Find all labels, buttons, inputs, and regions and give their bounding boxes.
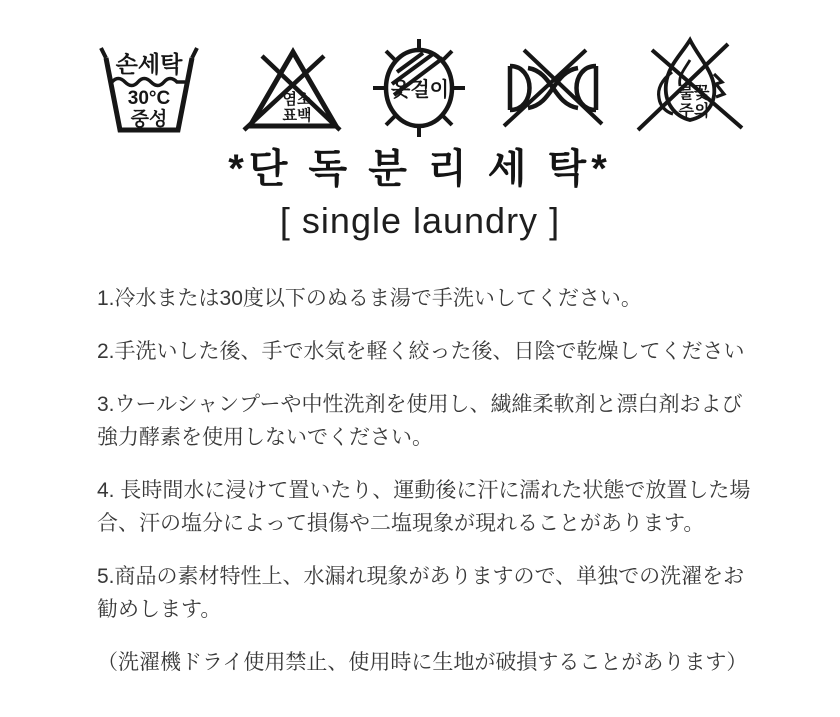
hand-wash-30c-icon [96,46,202,138]
instruction-4 [97,474,797,540]
instruction-2 [97,335,797,368]
flame-label-line2: 주의 [678,103,710,120]
hand-wash-label: 손세탁 [115,51,183,77]
hanger-label: 옷걸이 [391,79,449,101]
water-wave-line [112,79,185,86]
no-chlorine-bleach-icon [240,46,346,134]
instruction-1 [97,282,797,315]
do-not-wring-icon [498,48,608,128]
bleach-label-line1: 염소 [282,91,312,108]
care-instructions [97,282,797,699]
instruction-note [97,646,797,679]
wring-twist-curves [528,68,578,108]
instruction-line: 4. 長時間水に浸けて置いたり、運動後に汗に濡れた状態で放置した場 [97,479,751,502]
instruction-line: 1.冷水または30度以下のぬるま湯で手洗いしてください。 [97,287,642,310]
instruction-line: 3.ウールシャンプーや中性洗剤を使用し、繊維柔軟剤と漂白剤および [97,393,743,416]
instruction-line: 合、汗の塩分によって損傷や二塩現象が現れることがあります。 [97,512,705,535]
hanger-shade-dry-icon [363,38,475,138]
instruction-5 [97,560,797,626]
instruction-3 [97,388,797,454]
instruction-line: 5.商品の素材特性上、水漏れ現象がありますので、単独での洗濯をお [97,565,745,588]
title-block [0,146,840,242]
instruction-line: 2.手洗いした後、手で水気を軽く絞った後、日陰で乾燥してください [97,340,745,363]
title-korean: *단 독 분 리 세 탁* [228,147,612,191]
instruction-line: 強力酵素を使用しないでください。 [97,426,433,449]
flame-label-line1: 불꽃 [678,85,710,102]
title-english: [ single laundry ] [279,200,561,241]
bleach-label-line2: 표백 [282,107,312,124]
neutral-detergent-label: 중성 [130,109,168,130]
temperature-label: 30°C [127,88,171,109]
flame-caution-icon [630,36,748,132]
instruction-line: （洗濯機ドライ使用禁止、使用時に生地が破損することがあります） [97,651,748,674]
instruction-line: 勧めします。 [97,598,222,621]
